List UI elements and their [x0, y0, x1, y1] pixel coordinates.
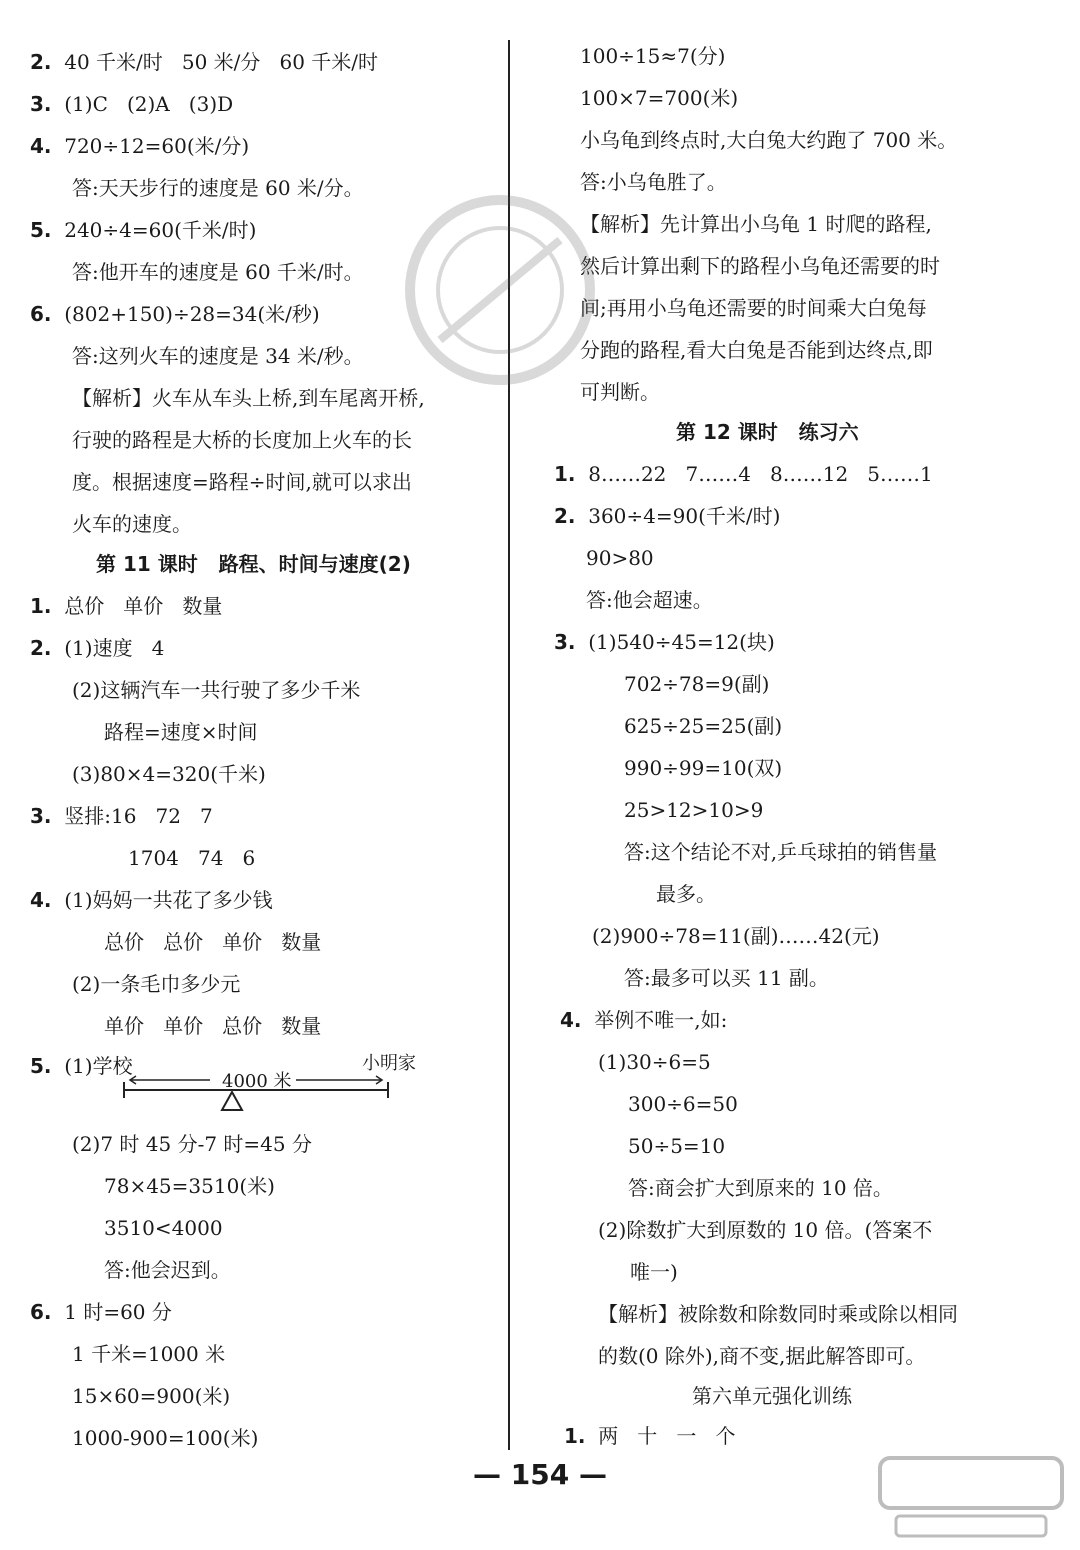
line: (2)900÷78=11(副)……42(元)	[592, 924, 880, 948]
line: 行驶的路程是大桥的长度加上火车的长	[72, 428, 412, 452]
line: (2)除数扩大到原数的 10 倍。(答案不	[598, 1218, 933, 1242]
line: 答:他会迟到。	[104, 1258, 231, 1282]
line: 1000-900=100(米)	[72, 1426, 259, 1450]
line: 的数(0 除外),商不变,据此解答即可。	[598, 1344, 926, 1368]
line: 1 千米=1000 米	[72, 1342, 226, 1366]
line: (2)7 时 45 分-7 时=45 分	[72, 1132, 312, 1156]
line: 答:最多可以买 11 副。	[624, 966, 829, 990]
line: 火车的速度。	[72, 512, 192, 536]
line: 6. (802+150)÷28=34(米/秒)	[30, 302, 320, 326]
line: 78×45=3510(米)	[104, 1174, 275, 1198]
line: 1. 总价 单价 数量	[30, 594, 223, 618]
line: 100×7=700(米)	[580, 86, 739, 110]
line: 间;再用小乌龟还需要的时间乘大白兔每	[580, 296, 927, 320]
line: 6. 1 时=60 分	[30, 1300, 172, 1324]
line: 分跑的路程,看大白兔是否能到达终点,即	[580, 338, 933, 362]
line: 2. 40 千米/时 50 米/分 60 千米/时	[30, 50, 379, 74]
line: 3. (1)C (2)A (3)D	[30, 92, 234, 116]
line: 15×60=900(米)	[72, 1384, 231, 1408]
line: 然后计算出剩下的路程小乌龟还需要的时	[580, 254, 940, 278]
line: 答:商会扩大到原来的 10 倍。	[628, 1176, 893, 1200]
line: 最多。	[656, 882, 716, 906]
line: 4. 720÷12=60(米/分)	[30, 134, 250, 158]
line: 答:他开车的速度是 60 千米/时。	[72, 260, 364, 284]
line: 300÷6=50	[628, 1092, 738, 1116]
line: 4. (1)妈妈一共花了多少钱	[30, 888, 273, 912]
line: 4. 举例不唯一,如:	[560, 1008, 728, 1032]
line: 度。根据速度=路程÷时间,就可以求出	[72, 470, 412, 494]
line: 3. 竖排:16 72 7	[30, 804, 213, 828]
line: 990÷99=10(双)	[624, 756, 783, 780]
line: (2)这辆汽车一共行驶了多少千米	[72, 678, 361, 702]
line: 100÷15≈7(分)	[580, 44, 726, 68]
line: 唯一)	[630, 1260, 678, 1284]
line: 总价 总价 单价 数量	[104, 930, 322, 954]
line: 1. 8……22 7……4 8……12 5……1	[554, 462, 933, 486]
line: 1. 两 十 一 个	[564, 1424, 736, 1448]
line: 路程=速度×时间	[104, 720, 258, 744]
line: 小乌龟到终点时,大白兔大约跑了 700 米。	[580, 128, 958, 152]
section-heading: 第六单元强化训练	[692, 1384, 852, 1408]
line: 5. 240÷4=60(千米/时)	[30, 218, 257, 242]
line: 答:他会超速。	[586, 588, 713, 612]
section-heading: 第 12 课时 练习六	[676, 420, 859, 444]
line: 25>12>10>9	[624, 798, 764, 822]
line: 【解析】先计算出小乌龟 1 时爬的路程,	[580, 212, 932, 236]
line: 90>80	[586, 546, 654, 570]
line: 【解析】火车从车头上桥,到车尾离开桥,	[72, 386, 425, 410]
line: 答:小乌龟胜了。	[580, 170, 727, 194]
line: 625÷25=25(副)	[624, 714, 783, 738]
line: 2. 360÷4=90(千米/时)	[554, 504, 781, 528]
line: (1)30÷6=5	[598, 1050, 711, 1074]
line: 1704 74 6	[128, 846, 256, 870]
line: 50÷5=10	[628, 1134, 726, 1158]
line: (2)一条毛巾多少元	[72, 972, 241, 996]
section-heading: 第 11 课时 路程、时间与速度(2)	[96, 552, 411, 576]
line: (3)80×4=320(千米)	[72, 762, 266, 786]
line: 单价 单价 总价 数量	[104, 1014, 322, 1038]
line: 5. (1)学校	[30, 1054, 133, 1078]
line: 【解析】被除数和除数同时乘或除以相同	[598, 1302, 958, 1326]
home-label: 小明家	[362, 1053, 416, 1074]
watermark-stamp-icon	[400, 190, 600, 390]
line: 答:天天步行的速度是 60 米/分。	[72, 176, 364, 200]
line: 答:这个结论不对,乒乓球拍的销售量	[624, 840, 938, 864]
line: 可判断。	[580, 380, 660, 404]
line: 702÷78=9(副)	[624, 672, 770, 696]
line: 答:这列火车的速度是 34 米/秒。	[72, 344, 364, 368]
page-number: — 154 —	[473, 1458, 607, 1491]
distance-label: 4000 米	[222, 1071, 292, 1092]
line: 2. (1)速度 4	[30, 636, 165, 660]
line: 3510<4000	[104, 1216, 223, 1240]
line: 3. (1)540÷45=12(块)	[554, 630, 775, 654]
